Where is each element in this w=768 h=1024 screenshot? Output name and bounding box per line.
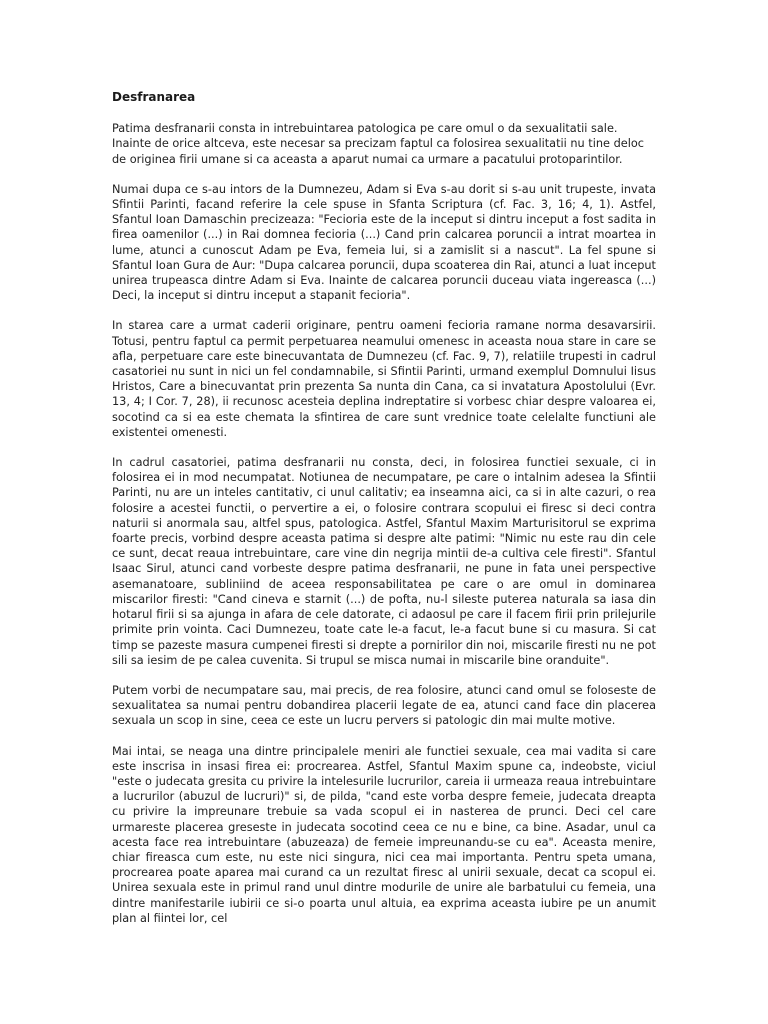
paragraph-line: In cadrul casatoriei, patima desfranarii nu consta, deci, in folosirea functiei sexuale, ci in folosirea ei in mod necumpatat. Notiunea de necumpatare, pe care o intalnim adesea la Sfintii Parinti, nu are un inteles cantitativ, ci unul calitativ; ea inseamna aici, ca si in alte cazuri, o rea folosire a acestei functii, o pervertire a ei, o folosire contrara scopului ei firesc si deci contra naturii si anormala sau, altfel spus, patologica. Astfel, Sfantul Maxim Marturisitorul se exprima foarte precis, vorbind despre aceasta patima si despre alte patimi: "Nimic nu este rau din cele ce sunt, decat reaua intrebuintare, care vine din negrija mintii de-a cultiva cele firesti". Sfantul Isaac Sirul, atunci cand vorbeste despre patima desfranarii, ne pune in fata unei perspective asemanatoare, subliniind de aceea responsabilitatea pe care o are omul in dominarea miscarilor firesti: "Cand cineva e starnit (...) de pofta, nu-l sileste puterea naturala sa iasa din hotarul firii si sa ajunga in afara de cele datorate, ci adaosul pe care il facem firii prin prilejurile primite prin vointa. Caci Dumnezeu, toate cate le-a facut, le-a facut bune si cu masura. Si cat timp se pazeste masura cumpenei firesti si drepte a pornirilor din noi, miscarile firesti nu ne pot sili sa iesim de pe calea cuvenita. Si trupul se misca numai in miscarile bine oranduite". <box>112 456 656 667</box>
paragraph-line: Numai dupa ce s-au intors de la Dumnezeu, Adam si Eva s-au dorit si s-au unit trupeste, invata Sfintii Parinti, facand referire la cele spuse in Sfanta Scriptura (cf. Fac. 3, 16; 4, 1). Astfel, Sfantul Ioan Damaschin precizeaza: "Fecioria este de la inceput si dintru inceput a fost sadita in firea oamenilor (...) in Rai domnea fecioria (...) Cand prin calcarea poruncii a intrat moartea in lume, atunci a cunoscut Adam pe Eva, femeia lui, si a zamislit si a nascut". La fel spune si Sfantul Ioan Gura de Aur: "Dupa calcarea poruncii, dupa scoaterea din Rai, atunci a luat inceput unirea trupeasca dintre Adam si Eva. Inainte de calcarea poruncii duceau viata ingereasca (...) Deci, la inceput si dintru inceput a stapanit fecioria". <box>112 182 656 303</box>
document-page <box>112 90 656 941</box>
paragraph-line: Mai intai, se neaga una dintre principalele meniri ale functiei sexuale, cea mai vadita si care este inscrisa in insasi firea ei: procrearea. Astfel, Sfantul Maxim spune ca, indeobste, viciul "este o judecata gresita cu privire la intelesurile lucrurilor, careia ii urmeaza reaua intrebuintare a lucrurilor (abuzul de lucruri)" si, de pilda, "cand este vorba despre femeie, judecata dreapta cu privire la impreunare trebuie sa vada scopul ei in nasterea de prunci. Deci cel care urmareste placerea greseste in judecata socotind ceea ce nu e bine, ca bine. Asadar, unul ca acesta face rea intrebuintare (abuzeaza) de femeie impreunandu-se cu ea". Aceasta menire, chiar fireasca cum este, nu este nici singura, nici cea mai importanta. Pentru speta umana, procrearea poate aparea mai curand ca un rezultat firesc al unirii sexuale, decat ca scopul ei. Unirea sexuala este in primul rand unul dintre modurile de unire ale barbatului cu femeia, una dintre manifestarile iubirii ce si-o poarta unul altuia, ea exprima aceasta iubire pe un anumit plan al fiintei lor, cel <box>112 744 656 925</box>
paragraph-line: Patima desfranarii consta in intrebuintarea patologica pe care omul o da sexualitatii sale. <box>112 122 618 136</box>
paragraph-6 <box>112 744 656 926</box>
paragraph-2 <box>112 182 656 304</box>
paragraph-5 <box>112 683 656 729</box>
paragraph-line: In starea care a urmat caderii originare, pentru oameni fecioria ramane norma desavarsirii. Totusi, pentru faptul ca permit perpetuarea neamului omenesc in aceasta noua stare in care se afla, perpetuare care este binecuvantata de Dumnezeu (cf. Fac. 9, 7), relatiile trupesti in cadrul casatoriei nu sunt in nici un fel condamnabile, si Sfintii Parinti, urmand exemplul Domnului Iisus Hristos, Care a binecuvantat prin prezenta Sa nunta din Cana, ca si invatatura Apostolului (Evr. 13, 4; I Cor. 7, 28), ii recunosc acesteia deplina indreptatire si vorbesc chiar despre valoarea ei, socotind ca si ea este chemata la sfintirea de care sunt vrednice toate celelalte functiuni ale existentei omenesti. <box>112 319 656 439</box>
paragraph-3 <box>112 318 656 440</box>
paragraph-4 <box>112 455 656 668</box>
document-title: Desfranarea <box>112 90 196 104</box>
paragraph-line: Inainte de orice altceva, este necesar sa precizam faptul ca folosirea sexualitatii nu tine deloc de originea firii umane si ca aceasta a aparut numai ca urmare a pacatului protoparintilor. <box>112 137 644 166</box>
paragraph-1 <box>112 121 656 167</box>
paragraph-line: Putem vorbi de necumpatare sau, mai precis, de rea folosire, atunci cand omul se foloseste de sexualitatea sa numai pentru dobandirea placerii legate de ea, atunci cand face din placerea sexuala un scop in sine, ceea ce este un lucru pervers si patologic din mai multe motive. <box>112 683 656 728</box>
